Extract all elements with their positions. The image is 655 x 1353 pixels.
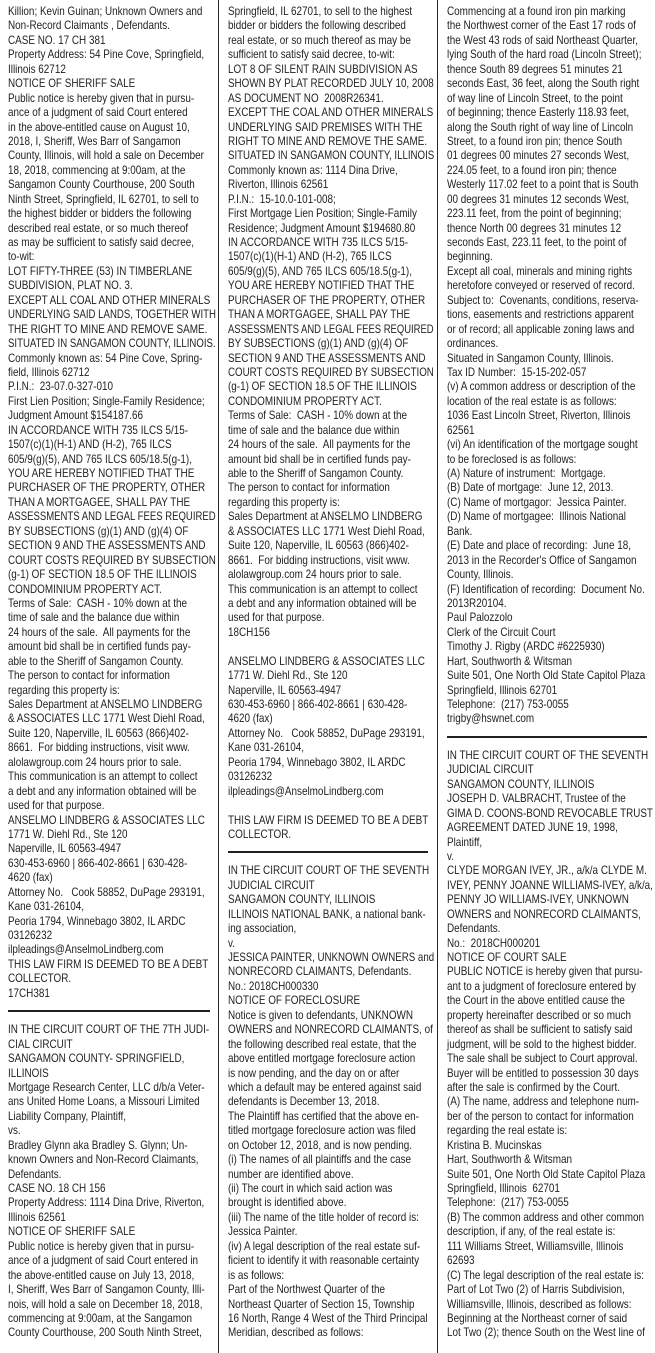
text-line: & ASSOCIATES LLC 1771 West Diehl Road,: [228, 523, 426, 538]
text-line: LOT FIFTY-THREE (53) IN TIMBERLANE: [8, 263, 193, 278]
text-line: bidder or bidders the following described: [228, 18, 407, 33]
text-line: BY SUBSECTIONS (g)(1) AND (g)(4) OF: [228, 336, 409, 351]
text-line: 630-453-6960 | 866-402-8661 | 630-428-: [8, 855, 188, 870]
text-line: ordinances.: [446, 336, 498, 351]
text-line: Defendants.: [446, 921, 501, 936]
text-line: THIS LAW FIRM IS DEEMED TO BE A DEBT: [228, 812, 429, 827]
text-line: 16 North, Range 4 West of the Third Principal: [228, 1310, 428, 1325]
text-line: (A) Nature of instrument: Mortgage.: [446, 466, 606, 480]
section-divider: [447, 736, 647, 738]
text-line: Attorney No. Cook 58852, DuPage 293191,: [228, 725, 426, 740]
text-line: (E) Date and place of recording: June 18,: [446, 538, 631, 553]
text-line: to be foreclosed is as follows:: [446, 451, 577, 466]
text-line: SUBDIVISION, PLAT NO. 3.: [8, 278, 133, 293]
text-line: ILLINOIS NATIONAL BANK, a national bank-: [228, 906, 427, 921]
text-line: LOT 8 OF SILENT RAIN SUBDIVISION AS: [228, 61, 418, 76]
text-line: Residence; Judgment Amount $194680.80: [228, 220, 416, 235]
text-line: Buyer will be entitled to possession 30 days: [446, 1065, 639, 1080]
text-line: First Lien Position; Single-Family Residence;: [8, 393, 205, 408]
text-line: Peoria 1794, Winnebago 3802, IL ARDC: [228, 754, 406, 769]
section-divider: [8, 1010, 210, 1012]
text-line: brought is identified above.: [228, 1195, 347, 1210]
text-line: to-wit:: [8, 249, 35, 264]
text-line: Kane 031-26104,: [8, 899, 85, 914]
text-line: 8661. For bidding instructions, visit www.: [228, 552, 411, 567]
text-line: 224.05 feet, to a found iron pin; thence: [446, 162, 617, 177]
text-line: which a default may be entered against said: [228, 1079, 422, 1094]
text-line: ance of a judgment of said Court entered in: [8, 1253, 199, 1268]
text-line: 03126232: [228, 769, 273, 784]
text-line: of way line of Lincoln Street, to the point: [446, 90, 623, 105]
text-line: Plaintiff,: [446, 834, 482, 849]
text-line: 01 degrees 00 minutes 27 seconds West,: [446, 148, 629, 163]
text-line: is as follows:: [228, 1267, 285, 1282]
text-line: as may be sufficient to satisfy said decree,: [8, 235, 194, 249]
text-line: amount bid shall be in certified funds pay-: [8, 639, 191, 654]
text-line: time of sale and the balance due within: [228, 422, 400, 437]
text-line: County Courthouse, 200 South Ninth Street,: [8, 1325, 202, 1340]
text-line: I, Sheriff, Wes Barr of Sangamon County, Illi-: [8, 1282, 205, 1297]
text-line: SHOWN BY PLAT RECORDED JULY 10, 2008: [228, 76, 435, 91]
text-line: ILLINOIS: [8, 1065, 49, 1080]
text-line: ilpleadings@AnselmoLindberg.com: [228, 783, 384, 798]
text-line: Except all coal, minerals and mining rights: [446, 263, 632, 278]
text-line: CLYDE MORGAN IVEY, JR., a/k/a CLYDE M.: [446, 863, 647, 878]
text-line: ance of a judgment of said Court entered: [8, 105, 188, 120]
text-line: The sale shall be subject to Court approval.: [446, 1051, 638, 1066]
text-line: First Mortgage Lien Position; Single-Family: [228, 206, 418, 221]
text-line: YOU ARE HEREBY NOTIFIED THAT THE: [228, 278, 415, 293]
text-line: nois, will hold a sale on December 18, 2018,: [8, 1296, 203, 1311]
text-line: 2018, I, Sheriff, Wes Barr of Sangamon: [8, 133, 181, 148]
text-line: ant to a judgment of foreclosure entered by: [446, 978, 636, 993]
text-line: (g-1) OF SECTION 18.5 OF THE ILLINOIS: [228, 379, 418, 394]
text-line: a debt and any information obtained will be: [228, 595, 417, 610]
text-line: Lot Two (2); thence South on the West line of: [446, 1325, 645, 1340]
text-line: County, Illinois.: [446, 567, 514, 582]
text-line: or of record; all applicable zoning laws and: [446, 321, 634, 336]
text-line: of beginning; thence Easterly 118.93 feet,: [446, 105, 629, 120]
text-line: on October 12, 2018, and is now pending.: [228, 1137, 413, 1152]
text-line: titled mortgage foreclosure action was filed: [228, 1123, 417, 1138]
text-line: seconds East, 223.11 feet, to the point of: [446, 235, 627, 249]
text-line: THAN A MORTGAGEE, SHALL PAY THE: [228, 307, 411, 322]
text-line: above entitled mortgage foreclosure action: [228, 1051, 416, 1066]
text-line: PURCHASER OF THE PROPERTY, OTHER: [228, 292, 426, 307]
text-line: SANGAMON COUNTY, ILLINOIS: [446, 776, 595, 791]
text-line: is now pending, and the day on or after: [228, 1065, 400, 1080]
text-line: RIGHT TO MINE AND REMOVE THE SAME.: [228, 133, 428, 148]
text-line: Kane 031-26104,: [228, 740, 305, 755]
text-line: 1507(c)(1)(H-1) AND (H-2), 765 ILCS: [228, 249, 392, 264]
text-line: after the sale is confirmed by the Court.: [446, 1079, 620, 1094]
text-line: NOTICE OF FORECLOSURE: [228, 993, 361, 1008]
text-line: (A) The name, address and telephone num-: [446, 1094, 639, 1109]
text-line: Naperville, IL 60563-4947: [8, 841, 122, 856]
text-line: 1771 W. Diehl Rd., Ste 120: [228, 668, 348, 683]
text-line: (v) A common address or description of the: [446, 379, 636, 394]
text-line: v.: [228, 935, 236, 950]
text-line: This communication is an attempt to collect: [8, 769, 198, 784]
text-line: The person to contact for information: [228, 480, 391, 495]
text-line: Public notice is hereby given that in pursu-: [8, 1238, 195, 1253]
text-line: BY SUBSECTIONS (g)(1) AND (g)(4) OF: [8, 523, 189, 538]
text-line: able to the Sheriff of Sangamon County.: [8, 653, 184, 668]
text-line: IN THE CIRCUIT COURT OF THE 7TH JUDI-: [8, 1022, 210, 1037]
text-line: Hart, Southworth & Witsman: [446, 653, 572, 668]
text-line: THIS LAW FIRM IS DEEMED TO BE A DEBT: [8, 956, 209, 971]
text-line: ASSESSMENTS AND LEGAL FEES REQUIRED: [228, 321, 434, 336]
blank-line: [228, 798, 401, 812]
text-line: ber of the person to contact for information: [446, 1108, 634, 1123]
text-line: PENNY JO WILLIAMS-IVEY, UNKNOWN: [446, 892, 629, 907]
text-line: NOTICE OF SHERIFF SALE: [8, 76, 136, 91]
text-line: Property Address: 54 Pine Cove, Springfield,: [8, 47, 205, 62]
text-line: Attorney No. Cook 58852, DuPage 293191,: [8, 884, 205, 899]
text-line: The person to contact for information: [8, 668, 170, 683]
section-divider: [228, 851, 428, 853]
text-line: SECTION 9 AND THE ASSESSMENTS AND: [228, 350, 426, 365]
text-line: Illinois 62561: [8, 1209, 66, 1224]
text-line: 18, 2018, commencing at 9:00am, at the: [8, 162, 186, 177]
text-line: Kristina B. Mucinskas: [446, 1137, 542, 1152]
text-line: Northeast Quarter of Section 15, Township: [228, 1296, 415, 1311]
text-line: P.I.N.: 23-07.0-327-010: [8, 379, 114, 394]
text-line: number are identified above.: [228, 1166, 354, 1181]
text-line: beginning.: [446, 249, 493, 264]
text-line: Hart, Southworth & Witsman: [446, 1152, 572, 1167]
text-line: along the South right of way line of Lincoln: [446, 119, 633, 134]
text-line: the West 43 rods of said Northeast Quarter,: [446, 32, 638, 47]
text-line: 2013R20104.: [446, 595, 507, 610]
column-1: [0, 0, 218, 1353]
text-line: Springfield, IL 62701, to sell to the highest: [228, 4, 413, 18]
text-line: CASE NO. 18 CH 156: [8, 1181, 106, 1195]
text-line: thence North 00 degrees 31 minutes 12: [446, 220, 621, 235]
column-2: [218, 0, 436, 1353]
text-line: 17CH381: [8, 985, 50, 1000]
text-line: judgment, will be sold to the highest bidder.: [446, 1036, 637, 1051]
text-line: EXCEPT ALL COAL AND OTHER MINERALS: [8, 292, 211, 307]
text-line: Property Address: 1114 Dina Drive, Riverton,: [8, 1195, 205, 1210]
text-line: ASSESSMENTS AND LEGAL FEES REQUIRED: [8, 509, 216, 524]
text-line: heretofore conveyed or reserved of record.: [446, 278, 635, 293]
text-line: Beginning at the Northeast corner of said: [446, 1310, 627, 1325]
text-line: 24 hours of the sale. All payments for the: [8, 624, 191, 639]
text-line: Timothy J. Rigby (ARDC #6225930): [446, 639, 605, 654]
text-line: OWNERS and NONRECORD CLAIMANTS,: [446, 906, 641, 921]
text-line: UNDERLYING SAID LANDS, TOGETHER WITH: [8, 307, 216, 322]
text-line: AS DOCUMENT NO 2008R26341.: [228, 90, 385, 105]
text-line: Defendants.: [8, 1166, 62, 1181]
text-line: defendants is December 13, 2018.: [228, 1094, 380, 1109]
text-line: Naperville, IL 60563-4947: [228, 682, 342, 697]
text-line: Street, to a found iron pin; thence South: [446, 133, 622, 148]
text-line: Bradley Glynn aka Bradley S. Glynn; Un-: [8, 1137, 188, 1152]
text-line: SANGAMON COUNTY- SPRINGFIELD,: [8, 1051, 185, 1066]
text-line: 00 degrees 31 minutes 12 seconds West,: [446, 191, 629, 206]
text-line: P.I.N.: 15-10.0-101-008;: [228, 191, 337, 206]
text-line: seconds East, 36 feet, along the South right: [446, 76, 639, 91]
text-line: County, Illinois, will hold a sale on December: [8, 148, 204, 163]
text-line: (i) The names of all plaintiffs and the case: [228, 1152, 412, 1167]
text-line: Commonly known as: 54 Pine Cove, Spring-: [8, 350, 203, 365]
text-line: Sales Department at ANSELMO LINDBERG: [8, 697, 203, 711]
text-line: Notice is given to defendants, UNKNOWN: [228, 1007, 414, 1022]
text-line: Commonly known as: 1114 Dina Drive,: [228, 162, 399, 177]
text-line: PURCHASER OF THE PROPERTY, OTHER: [8, 480, 206, 495]
text-line: the highest bidder or bidders the following: [8, 206, 192, 221]
text-line: CASE NO. 17 CH 381: [8, 32, 106, 47]
text-line: (F) Identification of recording: Document No.: [446, 581, 645, 596]
text-line: No.: 2018CH000330: [228, 978, 319, 993]
text-line: 4620 (fax): [8, 870, 53, 885]
text-line: Non-Record Claimants , Defendants.: [8, 18, 170, 33]
text-line: CIAL CIRCUIT: [8, 1036, 73, 1051]
text-line: known Owners and Non-Record Claimants,: [8, 1152, 199, 1167]
text-line: 630-453-6960 | 866-402-8661 | 630-428-: [228, 697, 408, 711]
text-line: Clerk of the Circuit Court: [446, 624, 556, 639]
text-line: Sales Department at ANSELMO LINDBERG: [228, 509, 423, 524]
text-line: ficient to identify it with reasonable certainty: [228, 1253, 420, 1268]
text-line: 605/9(g)(5), AND 765 ILCS 605/18.5(g-1),: [8, 451, 192, 466]
text-line: Telephone: (217) 753-0055: [446, 697, 569, 711]
text-line: Terms of Sale: CASH - 10% down at the: [228, 408, 408, 423]
text-line: v.: [446, 848, 454, 863]
text-line: This communication is an attempt to collect: [228, 581, 418, 596]
text-line: Springfield, Illinois 62701: [446, 1181, 560, 1195]
text-line: Sangamon County Courthouse, 200 South: [8, 177, 195, 192]
text-line: Part of Lot Two (2) of Harris Subdivision,: [446, 1282, 625, 1297]
text-line: (C) Name of mortgagor: Jessica Painter.: [446, 494, 627, 509]
text-line: Westerly 117.02 feet to a point that is South: [446, 177, 638, 192]
text-line: a debt and any information obtained will be: [8, 783, 197, 798]
text-line: ANSELMO LINDBERG & ASSOCIATES LLC: [8, 812, 205, 827]
text-line: regarding the real estate is:: [446, 1123, 567, 1138]
text-line: regarding this property is:: [228, 494, 341, 509]
text-line: used for that purpose.: [8, 798, 105, 813]
text-line: ing association,: [228, 921, 297, 936]
text-line: trigby@hswnet.com: [446, 711, 534, 726]
text-line: PUBLIC NOTICE is hereby given that pursu-: [446, 964, 643, 979]
text-line: THE RIGHT TO MINE AND REMOVE SAME.: [8, 321, 208, 336]
text-line: thence South 89 degrees 51 minutes 21: [446, 61, 623, 76]
text-line: (B) The common address and other common: [446, 1209, 644, 1224]
text-line: Mortgage Research Center, LLC d/b/a Veter-: [8, 1079, 205, 1094]
text-line: in the above-entitled cause on August 10,: [8, 119, 190, 134]
text-line: commencing at 9:00am, at the Sangamon: [8, 1310, 192, 1325]
text-line: 1507(c)(1)(H-1) AND (H-2), 765 ILCS: [8, 437, 172, 452]
text-line: able to the Sheriff of Sangamon County.: [228, 466, 404, 480]
text-line: described real estate, or so much thereof: [8, 220, 189, 235]
text-line: alolawgroup.com 24 hours prior to sale.: [228, 567, 402, 582]
text-line: Suite 120, Naperville, IL 60563 (866)402-: [228, 538, 410, 553]
text-line: 03126232: [8, 928, 53, 942]
text-line: COLLECTOR.: [8, 971, 72, 986]
text-line: 4620 (fax): [228, 711, 273, 726]
text-line: CONDOMINIUM PROPERTY ACT.: [228, 393, 383, 408]
text-line: JESSICA PAINTER, UNKNOWN OWNERS and: [228, 950, 435, 964]
text-line: Telephone: (217) 753-0055: [446, 1195, 569, 1210]
text-line: sufficient to satisfy said decree, to-wit:: [228, 47, 396, 62]
text-line: Springfield, Illinois 62701: [446, 682, 557, 697]
text-line: 1771 W. Diehl Rd., Ste 120: [8, 826, 128, 841]
text-line: alolawgroup.com 24 hours prior to sale.: [8, 754, 182, 769]
text-line: Peoria 1794, Winnebago 3802, IL ARDC: [8, 913, 186, 928]
text-line: Paul Palozzolo: [446, 610, 513, 625]
text-line: IVEY, PENNY JOANNE WILLIAMS-IVEY, a/k/a,: [446, 877, 653, 892]
text-line: the Northwest corner of the East 17 rods of: [446, 18, 636, 33]
text-line: the following described real estate, that the: [228, 1036, 417, 1051]
text-line: Terms of Sale: CASH - 10% down at the: [8, 595, 187, 610]
text-line: 62561: [446, 422, 475, 437]
text-line: JUDICIAL CIRCUIT: [446, 762, 534, 777]
text-line: Subject to: Covenants, conditions, reserva-: [446, 292, 639, 307]
text-line: ans United Home Loans, a Missouri Limited: [8, 1094, 200, 1109]
text-line: COLLECTOR.: [228, 826, 292, 841]
text-line: real estate, or so much thereof as may be: [228, 32, 412, 47]
text-line: 111 Williams Street, Williamsville, Illinois: [446, 1238, 624, 1253]
text-line: SITUATED IN SANGAMON COUNTY, ILLINOIS: [228, 148, 435, 163]
text-line: 18CH156: [228, 624, 271, 639]
text-line: time of sale and the balance due within: [8, 610, 180, 625]
text-line: (B) Date of mortgage: June 12, 2013.: [446, 480, 614, 495]
text-line: description, if any, of the real estate is:: [446, 1224, 616, 1239]
text-line: OWNERS and NONRECORD CLAIMANTS, of: [228, 1022, 434, 1037]
text-line: Public notice is hereby given that in pursu-: [8, 90, 195, 105]
text-line: No.: 2018CH000201: [446, 935, 540, 950]
text-line: IN ACCORDANCE WITH 735 ILCS 5/15-: [8, 422, 189, 437]
text-line: Killion; Kevin Guinan; Unknown Owners and: [8, 4, 203, 18]
text-line: Situated in Sangamon County, Illinois.: [446, 350, 614, 365]
text-line: Ninth Street, Springfield, IL 62701, to sell to: [8, 191, 199, 206]
text-line: & ASSOCIATES LLC 1771 West Diehl Road,: [8, 711, 205, 726]
text-line: 24 hours of the sale. All payments for the: [228, 437, 411, 452]
text-line: 1036 East Lincoln Street, Riverton, Illinois: [446, 408, 631, 423]
text-line: field, Illinois 62712: [8, 364, 90, 379]
text-line: used for that purpose.: [228, 610, 325, 625]
text-line: SECTION 9 AND THE ASSESSMENTS AND: [8, 538, 206, 553]
text-line: The Plaintiff has certified that the above en-: [228, 1108, 420, 1123]
text-line: Commencing at a found iron pin marking: [446, 4, 626, 18]
text-line: COURT COSTS REQUIRED BY SUBSECTION: [228, 364, 435, 379]
text-line: ilpleadings@AnselmoLindberg.com: [8, 942, 164, 957]
text-line: IN THE CIRCUIT COURT OF THE SEVENTH: [446, 747, 648, 762]
text-line: 605/9(g)(5), AND 765 ILCS 605/18.5(g-1),: [228, 263, 413, 278]
text-line: CONDOMINIUM PROPERTY ACT.: [8, 581, 162, 596]
text-line: THAN A MORTGAGEE, SHALL PAY THE: [8, 494, 191, 509]
text-line: amount bid shall be in certified funds pay-: [228, 451, 412, 466]
text-line: (g-1) OF SECTION 18.5 OF THE ILLINOIS: [8, 567, 197, 582]
text-line: Riverton, Illinois 62561: [228, 177, 329, 192]
text-line: COURT COSTS REQUIRED BY SUBSECTION: [8, 552, 216, 567]
text-line: location of the real estate is as follows:: [446, 393, 617, 408]
text-line: tions, easements and restrictions apparent: [446, 307, 634, 322]
text-line: JOSEPH D. VALBRACHT, Trustee of the: [446, 791, 626, 806]
text-line: regarding this property is:: [8, 682, 120, 697]
text-line: (vi) An identification of the mortgage sought: [446, 437, 638, 452]
text-line: the above-entitled cause on July 13, 2018,: [8, 1267, 195, 1282]
text-line: SITUATED IN SANGAMON COUNTY, ILLINOIS.: [8, 336, 216, 351]
text-line: Liability Company, Plaintiff,: [8, 1108, 127, 1123]
text-line: (ii) The court in which said action was: [228, 1181, 393, 1195]
text-line: Williamsville, Illinois, described as follows:: [446, 1296, 632, 1311]
text-line: 223.11 feet, from the point of beginning;: [446, 206, 622, 221]
text-line: 8661. For bidding instructions, visit www.: [8, 740, 190, 755]
text-line: EXCEPT THE COAL AND OTHER MINERALS: [228, 105, 434, 120]
text-line: the Court in the above entitled cause the: [446, 993, 625, 1008]
text-line: (C) The legal description of the real estate is:: [446, 1267, 644, 1282]
text-line: lying South of the hard road (Lincoln Street);: [446, 47, 642, 62]
text-line: Part of the Northwest Quarter of the: [228, 1282, 386, 1297]
text-line: 2013 in the Recorder's Office of Sangamon: [446, 552, 637, 567]
text-line: (iv) A legal description of the real estate suf-: [228, 1238, 421, 1253]
text-line: IN ACCORDANCE WITH 735 ILCS 5/15-: [228, 235, 409, 249]
text-line: UNDERLYING SAID PREMISES WITH THE: [228, 119, 423, 134]
text-line: Tax ID Number: 15-15-202-057: [446, 364, 587, 379]
text-line: Suite 501, One North Old State Capitol Plaza: [446, 668, 645, 683]
text-line: thereof as shall be sufficient to satisfy said: [446, 1022, 633, 1037]
text-line: Jessica Painter.: [228, 1224, 298, 1239]
text-line: ANSELMO LINDBERG & ASSOCIATES LLC: [228, 653, 426, 668]
text-line: 62693: [446, 1253, 475, 1268]
text-line: NOTICE OF COURT SALE: [446, 950, 567, 964]
text-line: SANGAMON COUNTY, ILLINOIS: [228, 892, 376, 907]
text-line: vs.: [8, 1123, 21, 1138]
text-line: property hereinafter described or so much: [446, 1007, 631, 1022]
text-line: (D) Name of mortgagee: Illinois National: [446, 509, 626, 524]
text-line: NOTICE OF SHERIFF SALE: [8, 1224, 136, 1239]
text-line: NONRECORD CLAIMANTS, Defendants.: [228, 964, 412, 979]
text-line: Meridian, described as follows:: [228, 1325, 364, 1340]
text-line: (iii) The name of the title holder of record is:: [228, 1209, 420, 1224]
text-line: Bank.: [446, 523, 473, 538]
text-line: Judgment Amount $154187.66: [8, 408, 143, 423]
text-line: Suite 120, Naperville, IL 60563 (866)402-: [8, 725, 189, 740]
text-line: Suite 501, One North Old State Capitol Plaza: [446, 1166, 645, 1181]
text-line: YOU ARE HEREBY NOTIFIED THAT THE: [8, 466, 195, 480]
blank-line: [228, 639, 401, 653]
text-line: AGREEMENT DATED JUNE 19, 1998,: [446, 820, 618, 835]
text-line: IN THE CIRCUIT COURT OF THE SEVENTH: [228, 863, 430, 878]
text-line: Illinois 62712: [8, 61, 66, 76]
text-line: JUDICIAL CIRCUIT: [228, 877, 315, 892]
column-3: [437, 0, 655, 1353]
text-line: GIMA D. COONS-BOND REVOCABLE TRUST: [446, 805, 653, 820]
